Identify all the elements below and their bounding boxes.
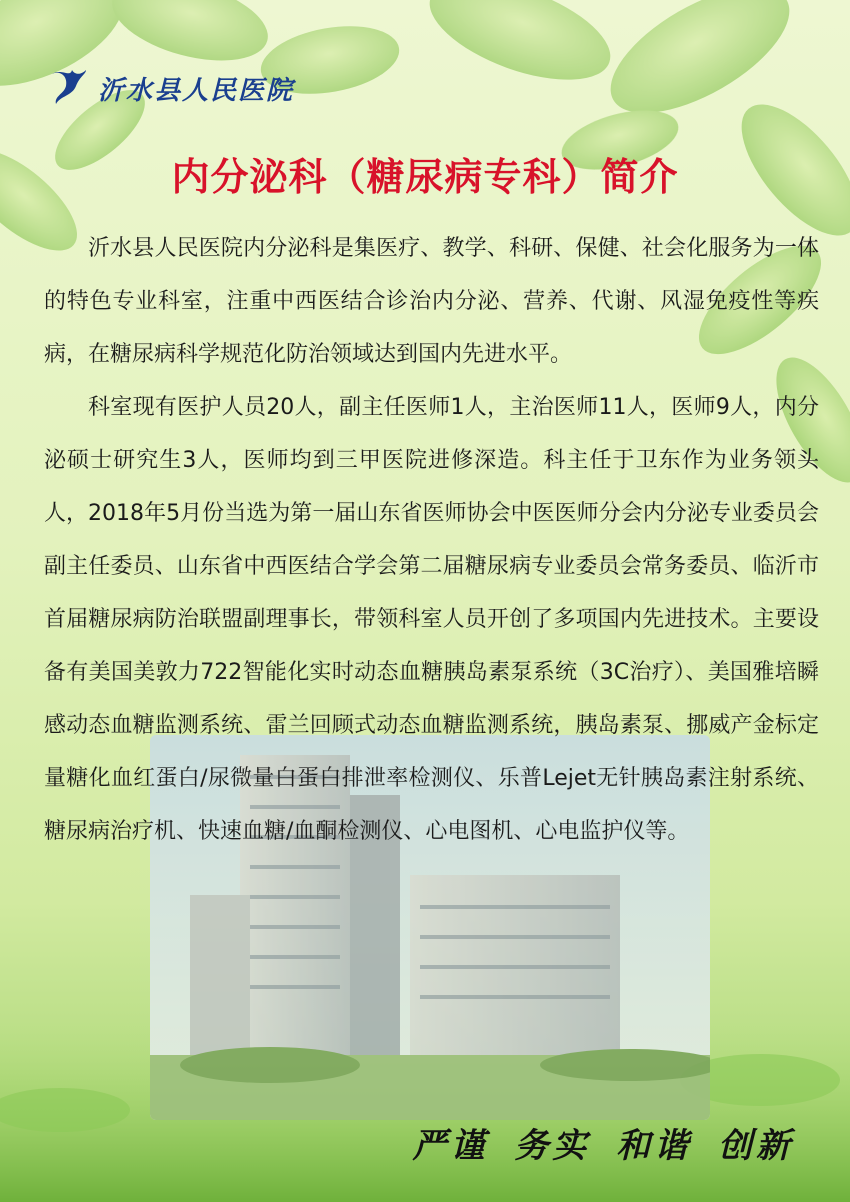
paragraph-overview: 沂水县人民医院内分泌科是集医疗、教学、科研、保健、社会化服务为一体的特色专业科室，注重中西医结合诊治内分泌、营养、代谢、风湿免疫性等疾病，在糖尿病科学规范化防治领域达到国内先进水平。 bbox=[44, 236, 819, 367]
paragraph-staff-equipment: 科室现有医护人员20人，副主任医师1人，主治医师11人，医师9人，内分泌硕士研究生3人，医师均到三甲医院进修深造。科主任于卫东作为业务领头人，2018年5月份当选为第一届山东省医师协会中医医师分会内分泌专业委员会副主任委员、山东省中西医结合学会第二届糖尿病专业委员会常务委员、临沂市首届糖尿病防治联盟副理事长，带领科室人员开创了多项国内先进技术。主要设备有美国美敦力722智能化实时动态血糖胰岛素泵系统（3C治疗）、美国雅培瞬感动态血糖监测系统、雷兰回顾式动态血糖监测系统，胰岛素泵、挪威产金标定量糖化血红蛋白/尿微量白蛋白排泄率检测仪、乐普Lejet无针胰岛素注射系统、糖尿病治疗机、快速血糖/血酮检测仪、心电图机、心电监护仪等。 bbox=[44, 395, 819, 844]
hospital-logo-icon bbox=[46, 66, 90, 110]
hospital-logo bbox=[46, 66, 294, 110]
motto: 严谨 务实 和谐 创新 bbox=[412, 1126, 794, 1166]
page-title: 内分泌科（糖尿病专科）简介 bbox=[171, 155, 679, 199]
intro-body bbox=[44, 222, 819, 858]
hospital-name: 沂水县人民医院 bbox=[98, 75, 295, 106]
